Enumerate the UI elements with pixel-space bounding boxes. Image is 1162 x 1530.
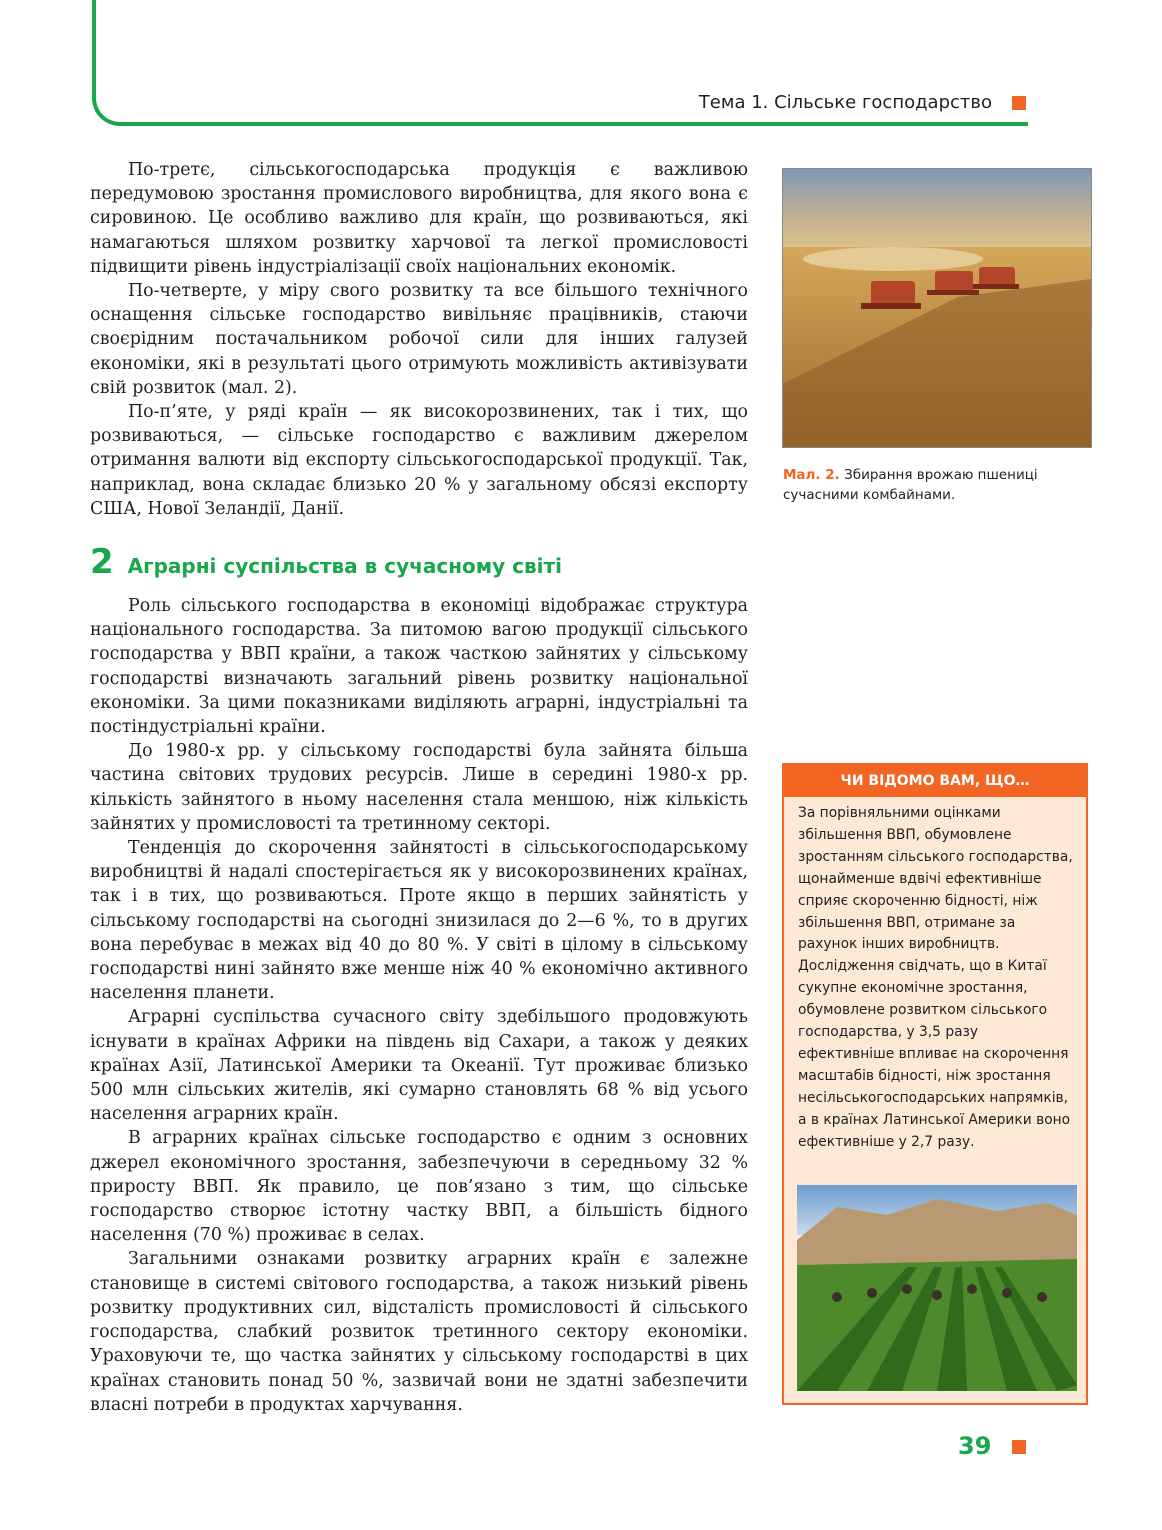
header-marker-square <box>1012 96 1026 110</box>
section-title: Аграрні суспільства в сучасному світі <box>127 554 562 578</box>
did-you-know-header: ЧИ ВІДОМО ВАМ, ЩО… <box>784 765 1086 797</box>
page-number: 39 <box>958 1432 992 1460</box>
wheat-harvest-illustration <box>783 169 1091 447</box>
paragraph: В аграрних країнах сільське господарство є одним з основних джерел економічного зростання, забезпечуючи в середньому 32 % приросту ВВП. Як правило, це пов’язано з тим, що сільське господарство створює істотну частку ВВП, а більшість бідного населення (70 %) проживає в селах. <box>90 1128 748 1246</box>
field-workers-photo <box>797 1185 1077 1391</box>
page-marker-square <box>1012 1440 1026 1454</box>
chapter-header-title: Тема 1. Сільське господарство <box>698 92 992 113</box>
lettuce-field-illustration <box>797 1185 1077 1391</box>
did-you-know-box <box>782 763 1088 1405</box>
paragraph: По-четверте, у міру свого розвитку та все більшого технічного оснащення сільське господарство вивільняє працівників, стаючи своєрідним постачальником робочої сили для інших галузей економіки, які в результаті цього отримують можливість активізувати свій розвиток (мал. 2). <box>90 281 748 398</box>
paragraph: Аграрні суспільства сучасного світу здебільшого продовжують існувати в країнах Африки на південь від Сахари, а також у деяких країнах Азії, Латинської Америки та Океанії. Тут проживає близько 500 млн сільських жителів, які сумарно становлять 68 % від усього населення аграрних країн. <box>90 1007 748 1125</box>
paragraph: До 1980-х рр. у сільському господарстві була зайнята більша частина світових трудових ресурсів. Лише в середині 1980-х рр. кількість зайнятого в ньому населення стала меншою, ніж кількість зайнятих у промисловості та третинному секторі. <box>90 741 748 834</box>
figure-label: Мал. 2. <box>783 467 840 483</box>
section-number: 2 <box>90 542 114 582</box>
figure-caption <box>783 465 1083 505</box>
paragraph: По-п’яте, у ряді країн — як високорозвинених, так і тих, що розвиваються, — сільське господарство є важливим джерелом отримання валюти від експорту сільськогосподарської продукції. Так, наприклад, вона складає близько 20 % у загальному обсязі експорту США, Нової Зеландії, Данії. <box>90 402 748 519</box>
combine-harvest-photo <box>782 168 1092 448</box>
paragraph: Загальними ознаками розвитку аграрних країн є залежне становище в системі світового господарства, а також низький рівень розвитку продуктивних сил, відсталість промисловості й сільського господарства, слабкий розвиток третинного сектору економіки. Ураховуючи те, що частка зайнятих у сільському господарстві в цих країнах становить понад 50 %, зазвичай вони не здатні забезпечити власні потреби в продуктах харчування. <box>90 1249 748 1415</box>
section-heading <box>90 542 562 582</box>
did-you-know-text: За порівняльними оцінками збільшення ВВП, обумовлене зростанням сільського господарства, щонайменше вдвічі ефективніше сприяє скороченню бідності, ніж збільшення ВВП, отримане за рахунок інших виробництв. Дослідження свідчать, що в Китаї сукупне економічне зростання, обумовлене розвитком сільського господарства, у 3,5 разу ефективніше впливає на скорочення масштабів бідності, ніж зростання несільськогосподарських напрямків, а в країнах Латинської Америки воно ефективніше у 2,7 разу. <box>798 805 1073 1150</box>
paragraph: Тенденція до скорочення зайнятості в сільськогосподарському виробництві й надалі спостерігається як у високорозвинених країнах, так і в тих, що розвиваються. Проте якщо в перших зайнятість у сільському господарстві на сьогодні знизилася до 2—6 %, то в других вона перебуває в межах від 40 до 80 %. У світі в цілому в сільському господарстві нині зайнято вже менше ніж 40 % економічно активного населення планети. <box>90 838 748 1004</box>
section-text-block <box>90 594 748 1417</box>
paragraph: По-третє, сільськогосподарська продукція є важливою передумовою зростання промислового виробництва, для якого вона є сировиною. Це особливо важливо для країн, що розвиваються, які намагаються шляхом розвитку харчової та легкої промисловості підвищити рівень індустріалізації своїх національних економік. <box>90 160 748 277</box>
paragraph: Роль сільського господарства в економіці відображає структура національного господарства. За питомою вагою продукції сільського господарства у ВВП країни, а також часткою зайнятих у сільському господарстві визначають загальний рівень розвитку національної економіки. За цими показниками виділяють аграрні, індустріальні та постіндустріальні країни. <box>90 596 748 738</box>
figure-caption-text: Збирання врожаю пшениці сучасними комбайнами. <box>783 467 1038 503</box>
intro-text-block <box>90 158 748 521</box>
